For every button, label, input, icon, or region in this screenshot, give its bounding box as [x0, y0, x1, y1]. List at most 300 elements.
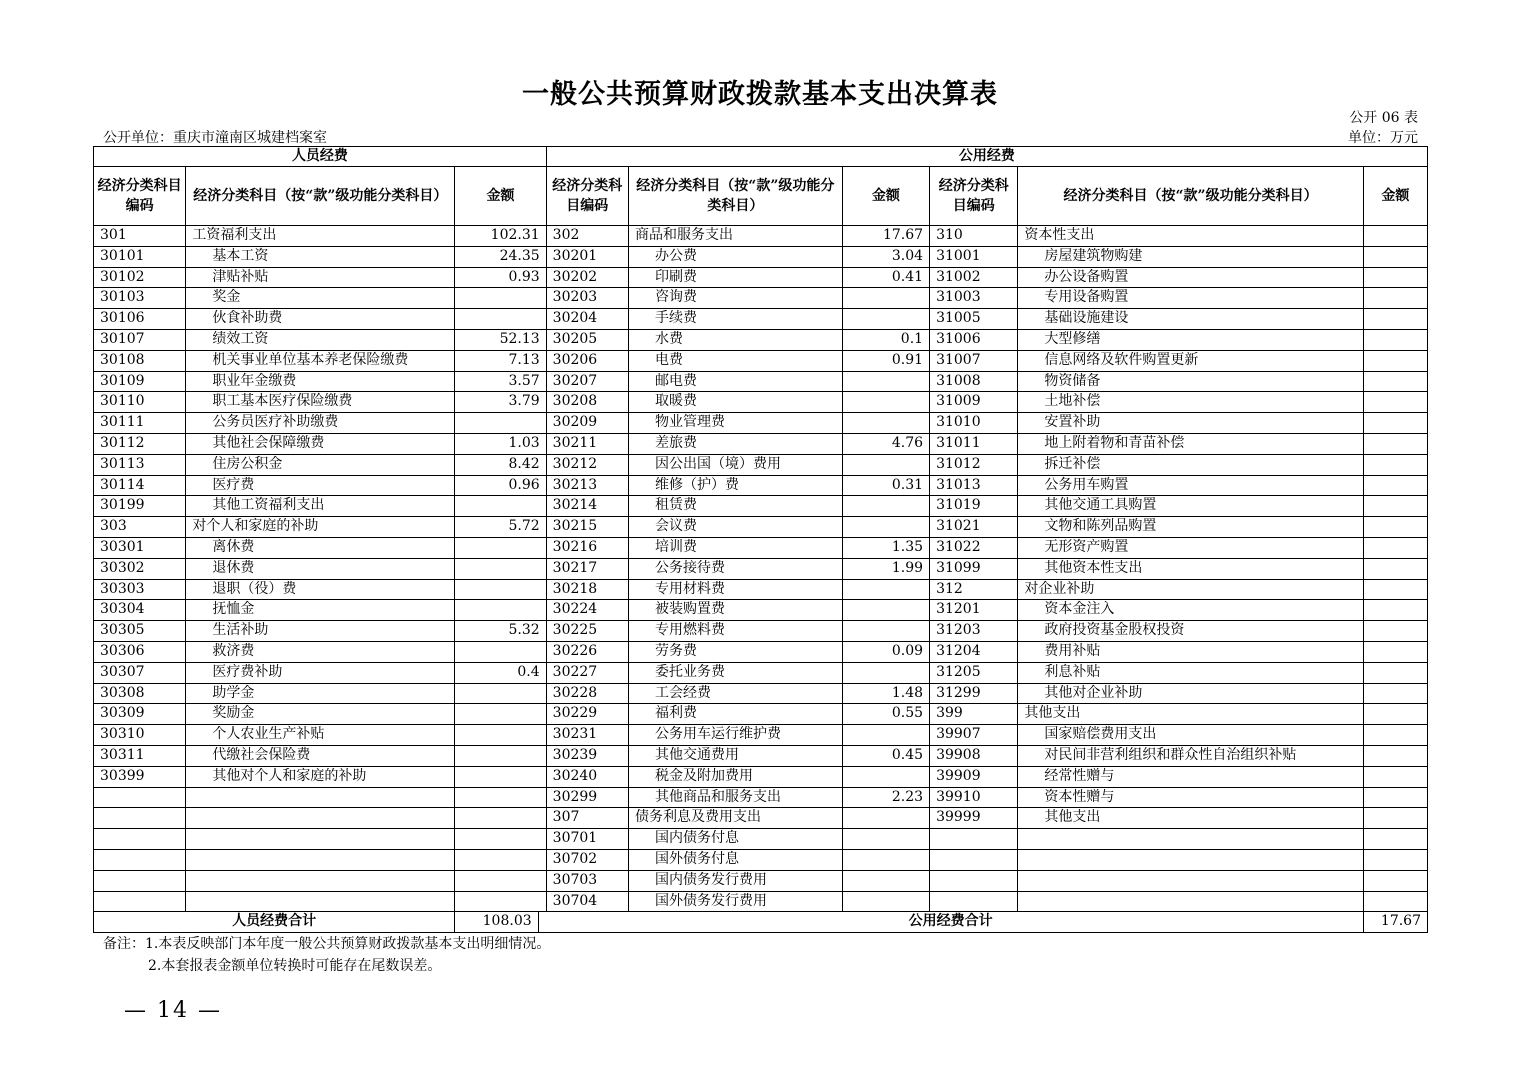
- code-cell: [94, 891, 186, 912]
- code-cell: [930, 870, 1018, 891]
- amount-cell: [455, 496, 546, 517]
- amount-cell: [1363, 267, 1427, 288]
- code-cell: 30228: [546, 683, 628, 704]
- subject-cell: 国外债务付息: [628, 849, 842, 870]
- subject-header: 经济分类科目（按“款”级功能分类科目）: [628, 167, 842, 226]
- code-cell: 39999: [930, 808, 1018, 829]
- amount-cell: 5.72: [455, 517, 546, 538]
- amount-cell: [455, 829, 546, 850]
- amount-cell: [455, 288, 546, 309]
- subject-cell: 因公出国（境）费用: [628, 454, 842, 475]
- table-row: [94, 350, 1428, 371]
- amount-cell: [1363, 413, 1427, 434]
- subject-cell: 会议费: [628, 517, 842, 538]
- subject-header: 经济分类科目（按“款”级功能分类科目）: [186, 167, 455, 226]
- amount-cell: 17.67: [842, 226, 929, 247]
- public-total-value: 17.67: [1363, 912, 1427, 933]
- amount-cell: [455, 641, 546, 662]
- table-row: [94, 246, 1428, 267]
- subject-cell: 其他社会保障缴费: [186, 433, 455, 454]
- code-cell: 31006: [930, 329, 1018, 350]
- personnel-total-value: 108.03: [455, 912, 538, 933]
- amount-cell: [842, 808, 929, 829]
- table-row: [94, 537, 1428, 558]
- code-cell: 39909: [930, 766, 1018, 787]
- amount-cell: 0.55: [842, 704, 929, 725]
- table-row: [94, 829, 1428, 850]
- amount-cell: [1363, 641, 1427, 662]
- code-cell: 30207: [546, 371, 628, 392]
- subject-cell: 拆迁补偿: [1018, 454, 1363, 475]
- amount-cell: 24.35: [455, 246, 546, 267]
- table-row: [94, 226, 1428, 247]
- subject-cell: 职工基本医疗保险缴费: [186, 392, 455, 413]
- subject-cell: 其他对个人和家庭的补助: [186, 766, 455, 787]
- code-cell: 30110: [94, 392, 186, 413]
- table-row: [94, 329, 1428, 350]
- amount-cell: [842, 849, 929, 870]
- amount-cell: 2.23: [842, 787, 929, 808]
- subject-cell: 无形资产购置: [1018, 537, 1363, 558]
- amount-cell: 0.31: [842, 475, 929, 496]
- code-cell: 30239: [546, 745, 628, 766]
- code-cell: 30218: [546, 579, 628, 600]
- amount-cell: 3.04: [842, 246, 929, 267]
- amount-cell: [455, 558, 546, 579]
- table-row: [94, 621, 1428, 642]
- code-cell: 31299: [930, 683, 1018, 704]
- subject-cell: 基础设施建设: [1018, 309, 1363, 330]
- amount-cell: 1.03: [455, 433, 546, 454]
- amount-cell: [455, 600, 546, 621]
- amount-cell: 5.32: [455, 621, 546, 642]
- table-row: [94, 496, 1428, 517]
- code-cell: 30199: [94, 496, 186, 517]
- amount-cell: [455, 766, 546, 787]
- table-row: [94, 558, 1428, 579]
- amount-cell: 0.96: [455, 475, 546, 496]
- table-row: [94, 641, 1428, 662]
- subject-cell: [186, 829, 455, 850]
- subject-cell: 伙食补助费: [186, 309, 455, 330]
- code-cell: 30201: [546, 246, 628, 267]
- code-cell: 30102: [94, 267, 186, 288]
- code-cell: 30216: [546, 537, 628, 558]
- amount-cell: [455, 891, 546, 912]
- subject-cell: 其他支出: [1018, 808, 1363, 829]
- table-row: [94, 662, 1428, 683]
- form-number: 公开 06 表: [1349, 110, 1418, 126]
- amount-cell: 1.48: [842, 683, 929, 704]
- table-row: [94, 309, 1428, 330]
- code-cell: 31010: [930, 413, 1018, 434]
- amount-cell: [455, 808, 546, 829]
- table-row: [94, 787, 1428, 808]
- code-cell: 301: [94, 226, 186, 247]
- amount-cell: [842, 413, 929, 434]
- subject-cell: 个人农业生产补贴: [186, 725, 455, 746]
- amount-cell: [842, 870, 929, 891]
- subject-cell: 差旅费: [628, 433, 842, 454]
- amount-cell: [1363, 371, 1427, 392]
- amount-cell: [455, 849, 546, 870]
- code-cell: 30305: [94, 621, 186, 642]
- amount-cell: 0.1: [842, 329, 929, 350]
- totals-row: [94, 912, 1428, 933]
- code-cell: 30299: [546, 787, 628, 808]
- amount-cell: [1363, 808, 1427, 829]
- table-row: [94, 475, 1428, 496]
- code-cell: 30240: [546, 766, 628, 787]
- table-row: [94, 288, 1428, 309]
- subject-cell: 地上附着物和青苗补偿: [1018, 433, 1363, 454]
- amount-cell: [842, 288, 929, 309]
- code-cell: 30302: [94, 558, 186, 579]
- subject-cell: 对民间非营利组织和群众性自治组织补贴: [1018, 745, 1363, 766]
- code-cell: 30203: [546, 288, 628, 309]
- amount-cell: [455, 870, 546, 891]
- code-cell: 30215: [546, 517, 628, 538]
- subject-cell: 国外债务发行费用: [628, 891, 842, 912]
- code-cell: 30113: [94, 454, 186, 475]
- amount-cell: [455, 787, 546, 808]
- code-cell: 312: [930, 579, 1018, 600]
- code-cell: 30217: [546, 558, 628, 579]
- subject-cell: 其他支出: [1018, 704, 1363, 725]
- note-line-2: 2.本套报表金额单位转换时可能存在尾数误差。: [148, 958, 442, 974]
- subject-cell: 安置补助: [1018, 413, 1363, 434]
- amount-cell: [842, 517, 929, 538]
- code-cell: [94, 870, 186, 891]
- code-cell: [94, 787, 186, 808]
- amount-cell: [1363, 350, 1427, 371]
- code-header: 经济分类科目编码: [546, 167, 628, 226]
- code-cell: 30109: [94, 371, 186, 392]
- table-row: [94, 870, 1428, 891]
- amount-cell: [1363, 725, 1427, 746]
- code-cell: 30214: [546, 496, 628, 517]
- subject-cell: 培训费: [628, 537, 842, 558]
- code-cell: 30702: [546, 849, 628, 870]
- code-header: 经济分类科目编码: [930, 167, 1018, 226]
- amount-cell: [1363, 829, 1427, 850]
- amount-cell: [1363, 704, 1427, 725]
- subject-cell: 住房公积金: [186, 454, 455, 475]
- subject-cell: 救济费: [186, 641, 455, 662]
- amount-cell: [1363, 662, 1427, 683]
- code-cell: 30227: [546, 662, 628, 683]
- subject-cell: 债务利息及费用支出: [628, 808, 842, 829]
- table-row: [94, 766, 1428, 787]
- code-cell: [94, 849, 186, 870]
- subject-cell: [186, 787, 455, 808]
- code-cell: 30704: [546, 891, 628, 912]
- subject-cell: 经常性赠与: [1018, 766, 1363, 787]
- amount-cell: [1363, 496, 1427, 517]
- code-cell: 30703: [546, 870, 628, 891]
- code-cell: 30399: [94, 766, 186, 787]
- subject-cell: 利息补贴: [1018, 662, 1363, 683]
- table-row: [94, 600, 1428, 621]
- code-cell: 30229: [546, 704, 628, 725]
- code-cell: 30303: [94, 579, 186, 600]
- amount-cell: 0.4: [455, 662, 546, 683]
- code-cell: [930, 829, 1018, 850]
- table-row: [94, 517, 1428, 538]
- subject-cell: 国家赔偿费用支出: [1018, 725, 1363, 746]
- code-cell: 31022: [930, 537, 1018, 558]
- subject-cell: [1018, 891, 1363, 912]
- subject-cell: 维修（护）费: [628, 475, 842, 496]
- code-cell: 30307: [94, 662, 186, 683]
- subject-cell: [1018, 870, 1363, 891]
- code-cell: 31009: [930, 392, 1018, 413]
- subject-cell: 基本工资: [186, 246, 455, 267]
- subject-cell: 公务用车运行维护费: [628, 725, 842, 746]
- amount-cell: 4.76: [842, 433, 929, 454]
- code-cell: 30211: [546, 433, 628, 454]
- amount-cell: [1363, 558, 1427, 579]
- table-row: [94, 433, 1428, 454]
- subject-cell: 办公设备购置: [1018, 267, 1363, 288]
- subject-cell: 福利费: [628, 704, 842, 725]
- code-cell: 31011: [930, 433, 1018, 454]
- subject-cell: 公务接待费: [628, 558, 842, 579]
- subject-cell: 被装购置费: [628, 600, 842, 621]
- table-row: [94, 579, 1428, 600]
- amount-cell: 8.42: [455, 454, 546, 475]
- subject-header: 经济分类科目（按“款”级功能分类科目）: [1018, 167, 1363, 226]
- subject-cell: 资本金注入: [1018, 600, 1363, 621]
- amount-cell: 7.13: [455, 350, 546, 371]
- subject-cell: 邮电费: [628, 371, 842, 392]
- amount-cell: [842, 829, 929, 850]
- subject-cell: 文物和陈列品购置: [1018, 517, 1363, 538]
- subject-cell: 专用设备购置: [1018, 288, 1363, 309]
- amount-cell: [1363, 766, 1427, 787]
- amount-cell: [1363, 392, 1427, 413]
- subject-cell: 其他工资福利支出: [186, 496, 455, 517]
- subject-cell: 生活补助: [186, 621, 455, 642]
- code-cell: 31013: [930, 475, 1018, 496]
- amount-cell: [1363, 309, 1427, 330]
- code-cell: 30202: [546, 267, 628, 288]
- amount-cell: [1363, 579, 1427, 600]
- table-row: [94, 808, 1428, 829]
- code-cell: 30209: [546, 413, 628, 434]
- amount-cell: 0.93: [455, 267, 546, 288]
- amount-cell: 3.79: [455, 392, 546, 413]
- table-row: [94, 371, 1428, 392]
- amount-cell: [842, 392, 929, 413]
- subject-cell: 办公费: [628, 246, 842, 267]
- code-cell: 31008: [930, 371, 1018, 392]
- amount-cell: 3.57: [455, 371, 546, 392]
- subject-cell: [186, 808, 455, 829]
- amount-cell: [1363, 475, 1427, 496]
- code-cell: 30226: [546, 641, 628, 662]
- subject-cell: [186, 849, 455, 870]
- code-cell: 30108: [94, 350, 186, 371]
- subject-cell: [1018, 849, 1363, 870]
- code-cell: 31003: [930, 288, 1018, 309]
- subject-cell: 电费: [628, 350, 842, 371]
- code-cell: 31021: [930, 517, 1018, 538]
- table-row: [94, 704, 1428, 725]
- subject-cell: 机关事业单位基本养老保险缴费: [186, 350, 455, 371]
- amount-cell: [455, 309, 546, 330]
- amount-cell: 0.91: [842, 350, 929, 371]
- amount-cell: 102.31: [455, 226, 546, 247]
- code-cell: 30107: [94, 329, 186, 350]
- amount-cell: [1363, 329, 1427, 350]
- subject-cell: 工会经费: [628, 683, 842, 704]
- amount-cell: 0.41: [842, 267, 929, 288]
- code-cell: 399: [930, 704, 1018, 725]
- subject-cell: 物资储备: [1018, 371, 1363, 392]
- code-cell: 31201: [930, 600, 1018, 621]
- subject-cell: 职业年金缴费: [186, 371, 455, 392]
- amount-cell: [1363, 683, 1427, 704]
- amount-cell: [842, 579, 929, 600]
- subject-cell: 资本性赠与: [1018, 787, 1363, 808]
- amount-cell: 1.35: [842, 537, 929, 558]
- subject-cell: 医疗费补助: [186, 662, 455, 683]
- amount-header: 金额: [455, 167, 546, 226]
- subject-cell: 津贴补贴: [186, 267, 455, 288]
- expenditure-table: [93, 146, 1428, 933]
- subject-cell: 其他交通工具购置: [1018, 496, 1363, 517]
- amount-cell: [842, 454, 929, 475]
- personnel-total-label: 人员经费合计: [94, 912, 455, 933]
- subject-cell: 水费: [628, 329, 842, 350]
- reporting-unit: 公开单位：重庆市潼南区城建档案室: [103, 130, 327, 146]
- amount-cell: [1363, 787, 1427, 808]
- subject-cell: 物业管理费: [628, 413, 842, 434]
- code-cell: 39907: [930, 725, 1018, 746]
- code-cell: [94, 808, 186, 829]
- amount-header: 金额: [1363, 167, 1427, 226]
- code-header: 经济分类科目编码: [94, 167, 186, 226]
- code-cell: 30206: [546, 350, 628, 371]
- subject-cell: 商品和服务支出: [628, 226, 842, 247]
- amount-cell: [1363, 454, 1427, 475]
- code-cell: [930, 849, 1018, 870]
- table-row: [94, 454, 1428, 475]
- code-cell: 30101: [94, 246, 186, 267]
- public-section-header: 公用经费: [546, 147, 1427, 167]
- amount-cell: [1363, 226, 1427, 247]
- subject-cell: 对个人和家庭的补助: [186, 517, 455, 538]
- amount-cell: 0.09: [842, 641, 929, 662]
- amount-cell: [1363, 621, 1427, 642]
- subject-cell: 退职（役）费: [186, 579, 455, 600]
- amount-cell: [1363, 745, 1427, 766]
- amount-cell: [842, 725, 929, 746]
- subject-cell: 咨询费: [628, 288, 842, 309]
- amount-cell: [1363, 517, 1427, 538]
- code-cell: 30111: [94, 413, 186, 434]
- table-row: [94, 413, 1428, 434]
- subject-cell: 房屋建筑物购建: [1018, 246, 1363, 267]
- subject-cell: 奖励金: [186, 704, 455, 725]
- subject-cell: 租赁费: [628, 496, 842, 517]
- subject-cell: 委托业务费: [628, 662, 842, 683]
- note-line-1: 备注：1.本表反映部门本年度一般公共预算财政拨款基本支出明细情况。: [103, 936, 551, 952]
- page-title: 一般公共预算财政拨款基本支出决算表: [522, 79, 998, 110]
- subject-cell: 助学金: [186, 683, 455, 704]
- code-cell: 31019: [930, 496, 1018, 517]
- amount-cell: [1363, 537, 1427, 558]
- code-cell: 30204: [546, 309, 628, 330]
- subject-cell: [186, 870, 455, 891]
- table-row: [94, 683, 1428, 704]
- amount-cell: [455, 537, 546, 558]
- currency-unit: 单位：万元: [1348, 130, 1418, 146]
- code-cell: 307: [546, 808, 628, 829]
- amount-cell: [1363, 891, 1427, 912]
- code-cell: 30224: [546, 600, 628, 621]
- amount-cell: [842, 621, 929, 642]
- subject-cell: 医疗费: [186, 475, 455, 496]
- subject-cell: 国内债务付息: [628, 829, 842, 850]
- code-cell: 31099: [930, 558, 1018, 579]
- amount-cell: [842, 600, 929, 621]
- amount-cell: [455, 745, 546, 766]
- code-cell: 30304: [94, 600, 186, 621]
- personnel-section-header: 人员经费: [94, 147, 547, 167]
- subject-cell: 手续费: [628, 309, 842, 330]
- table-row: [94, 725, 1428, 746]
- subject-cell: 其他资本性支出: [1018, 558, 1363, 579]
- subject-cell: 劳务费: [628, 641, 842, 662]
- amount-cell: [1363, 600, 1427, 621]
- code-cell: 31203: [930, 621, 1018, 642]
- code-cell: 30231: [546, 725, 628, 746]
- amount-cell: [455, 725, 546, 746]
- amount-cell: [842, 662, 929, 683]
- amount-cell: 0.45: [842, 745, 929, 766]
- amount-cell: [842, 496, 929, 517]
- code-cell: 30112: [94, 433, 186, 454]
- table-row: [94, 745, 1428, 766]
- code-cell: 31205: [930, 662, 1018, 683]
- amount-cell: [842, 766, 929, 787]
- amount-cell: [1363, 849, 1427, 870]
- subject-cell: 退休费: [186, 558, 455, 579]
- subject-cell: 印刷费: [628, 267, 842, 288]
- subject-cell: 国内债务发行费用: [628, 870, 842, 891]
- subject-cell: [186, 891, 455, 912]
- amount-cell: [1363, 246, 1427, 267]
- amount-cell: [455, 579, 546, 600]
- code-cell: 39910: [930, 787, 1018, 808]
- code-cell: 31002: [930, 267, 1018, 288]
- code-cell: 303: [94, 517, 186, 538]
- amount-cell: [842, 891, 929, 912]
- code-cell: 30103: [94, 288, 186, 309]
- code-cell: [930, 891, 1018, 912]
- code-cell: 39908: [930, 745, 1018, 766]
- subject-cell: 资本性支出: [1018, 226, 1363, 247]
- code-cell: 30114: [94, 475, 186, 496]
- subject-cell: 公务用车购置: [1018, 475, 1363, 496]
- subject-cell: 税金及附加费用: [628, 766, 842, 787]
- amount-cell: 1.99: [842, 558, 929, 579]
- amount-cell: [842, 309, 929, 330]
- code-cell: 30310: [94, 725, 186, 746]
- subject-cell: 专用燃料费: [628, 621, 842, 642]
